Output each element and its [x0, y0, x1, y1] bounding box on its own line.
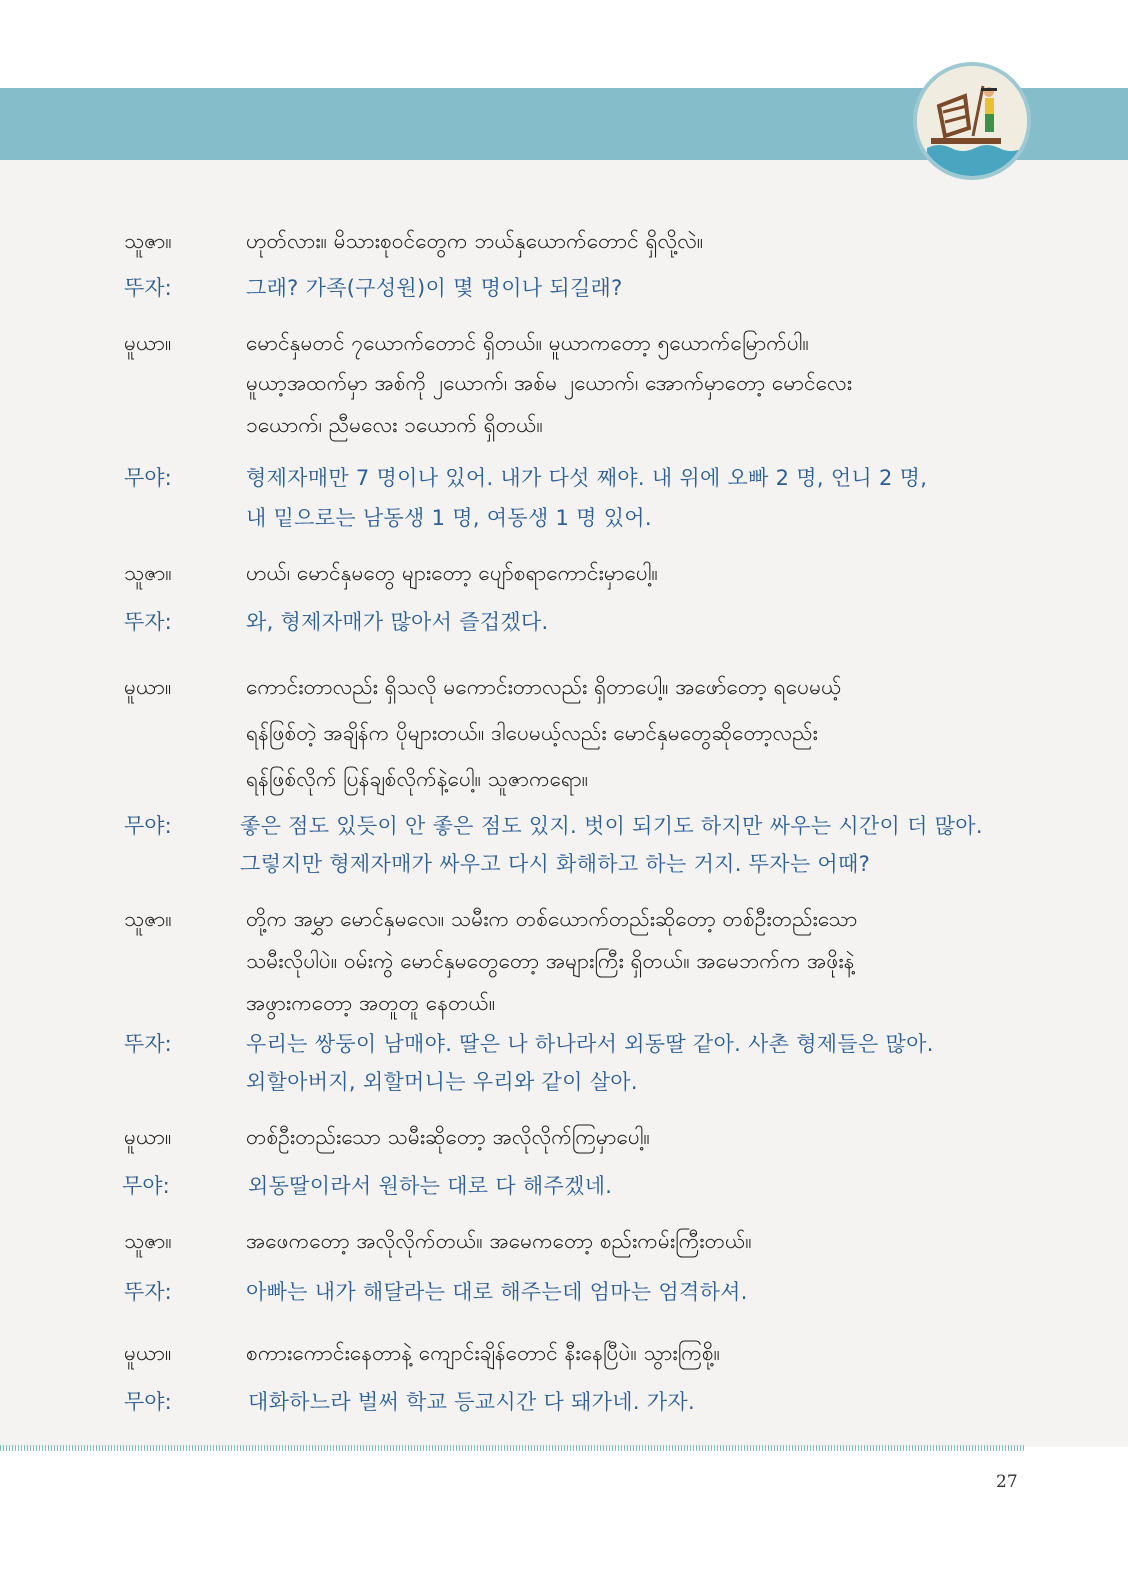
speaker-label: 뚜자: [124, 1280, 172, 1304]
speaker-label: မူယာ။ [124, 1125, 172, 1149]
speaker-label: သူဇာ။ [124, 229, 172, 253]
dialog-line: ရန်ဖြစ်တဲ့ အချိန်က ပိုများတယ်။ ဒါပေမယ့်လည်း မောင်နှမတွေဆိုတော့လည်း [246, 721, 818, 745]
speaker-label: 무야: [122, 1174, 170, 1198]
speaker-label: သူဇာ။ [124, 1229, 172, 1253]
dialog-line: တစ်ဦးတည်းသော သမီးဆိုတော့ အလိုလိုက်ကြမှာပေါ့။ [246, 1125, 650, 1149]
speaker-label: မူယာ။ [124, 675, 172, 699]
page-number: 27 [996, 1472, 1018, 1492]
footer-divider [0, 1445, 1026, 1451]
dialog-line: 대화하느라 벌써 학교 등교시간 다 돼가네. 가자. [248, 1390, 695, 1414]
dialog-line: 외동딸이라서 원하는 대로 다 해주겠네. [248, 1174, 613, 1198]
fisherman-illustration-icon [913, 62, 1031, 180]
dialog-line: ဟယ်၊ မောင်နှမတွေ များတော့ ပျော်စရာကောင်းမှာပေါ့။ [246, 561, 658, 585]
speaker-label: 무야: [124, 814, 172, 838]
dialog-line: 형제자매만 7 명이나 있어. 내가 다섯 째야. 내 위에 오빠 2 명, 언니 2 명, [246, 466, 928, 490]
dialog-line: 내 밑으로는 남동생 1 명, 여동생 1 명 있어. [246, 506, 652, 530]
speaker-label: 무야: [124, 466, 172, 490]
speaker-label: 뚜자: [124, 610, 172, 634]
speaker-label: သူဇာ။ [124, 907, 172, 931]
dialog-line: 우리는 쌍둥이 남매야. 딸은 나 하나라서 외동딸 같아. 사촌 형제들은 많아. [246, 1032, 934, 1056]
dialog-line: တို့က အမွှာ မောင်နှမလေ။ သမီးက တစ်ယောက်တည်းဆိုတော့ တစ်ဦးတည်းသော [246, 907, 858, 931]
dialog-line: 외할아버지, 외할머니는 우리와 같이 살아. [246, 1070, 638, 1094]
dialog-line: ဟုတ်လား။ မိသားစုဝင်တွေက ဘယ်နှယောက်တောင် ရှိလို့လဲ။ [246, 229, 704, 253]
dialog-line: 그래? 가족(구성원)이 몇 명이나 되길래? [246, 276, 623, 300]
dialog-line: 좋은 점도 있듯이 안 좋은 점도 있지. 벗이 되기도 하지만 싸우는 시간이 더 많아. [240, 814, 983, 838]
dialog-line: 아빠는 내가 해달라는 대로 해주는데 엄마는 엄격하셔. [246, 1280, 748, 1304]
dialog-line: 그렇지만 형제자매가 싸우고 다시 화해하고 하는 거지. 뚜자는 어때? [240, 852, 871, 876]
dialog-line: ကောင်းတာလည်း ရှိသလို မကောင်းတာလည်း ရှိတာပေါ့။ အဖော်တော့ ရပေမယ့် [246, 675, 842, 699]
speaker-label: မူယာ။ [124, 1341, 172, 1365]
dialog-line: စကားကောင်းနေတာနဲ့ ကျောင်းချိန်တောင် နီးနေပြီပဲ။ သွားကြစို့။ [246, 1341, 720, 1365]
speaker-label: သူဇာ။ [124, 561, 172, 585]
dialog-line: အဖေကတော့ အလိုလိုက်တယ်။ အမေကတော့ စည်းကမ်းကြီးတယ်။ [246, 1229, 752, 1253]
dialog-line: မူယာ့အထက်မှာ အစ်ကို ၂ယောက်၊ အစ်မ ၂ယောက်၊ အောက်မှာတော့ မောင်လေး [246, 371, 853, 395]
speaker-label: မူယာ။ [124, 331, 172, 355]
dialog-line: မောင်နှမတင် ၇ယောက်တောင် ရှိတယ်။ မူယာကတော့ ၅ယောက်မြောက်ပါ။ [246, 331, 809, 355]
speaker-label: 뚜자: [124, 276, 172, 300]
dialog-line: ရန်ဖြစ်လိုက် ပြန်ချစ်လိုက်နဲ့ပေါ့။ သူဇာကရော။ [246, 767, 589, 791]
dialog-line: 와, 형제자매가 많아서 즐겁겠다. [246, 610, 549, 634]
dialog-line: အဖွားကတော့ အတူတူ နေတယ်။ [246, 991, 496, 1015]
speaker-label: 뚜자: [124, 1032, 172, 1056]
speaker-label: 무야: [124, 1390, 172, 1414]
dialog-line: သမီးလိုပါပဲ။ ဝမ်းကွဲ မောင်နှမတွေတော့ အများကြီး ရှိတယ်။ အမေဘက်က အဖိုးနဲ့ [246, 949, 855, 973]
dialog-line: ၁ယောက်၊ ညီမလေး ၁ယောက် ရှိတယ်။ [246, 413, 543, 437]
